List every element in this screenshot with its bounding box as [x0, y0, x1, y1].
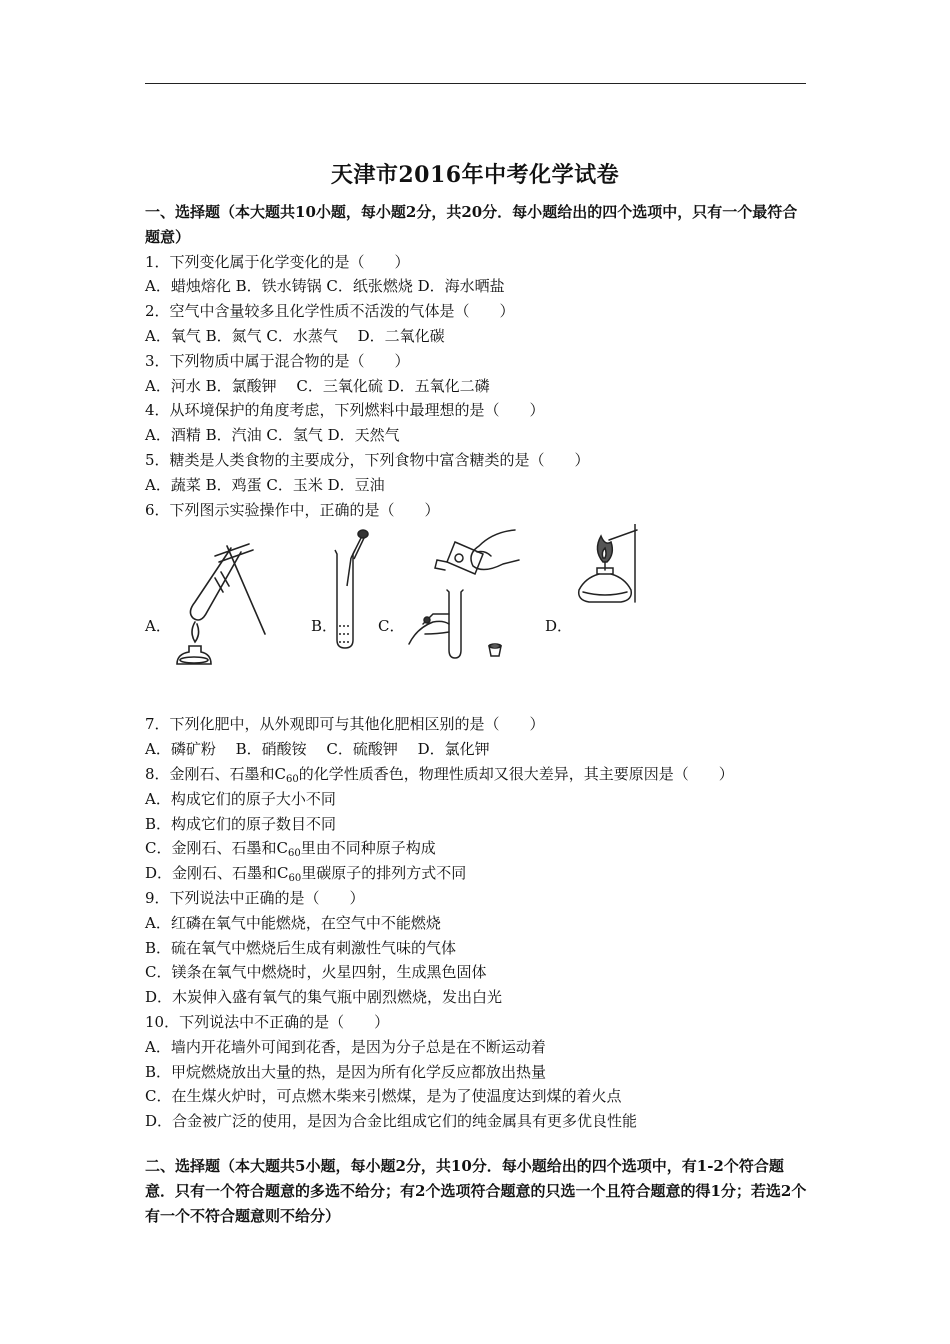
q2-stem: 2．空气中含量较多且化学性质不活泼的气体是（ ） [145, 302, 515, 321]
q8-stem-pre: 8．金刚石、石墨和C [145, 764, 287, 783]
q6-label-b: B． [311, 617, 338, 636]
q5-options: A．蔬菜 B．鸡蛋 C．玉米 D．豆油 [145, 475, 385, 494]
q9-option-a: A．红磷在氧气中能燃烧，在空气中不能燃烧 [145, 913, 441, 932]
exam-content [145, 200, 810, 1228]
q9-option-b: B．硫在氧气中燃烧后生成有刺激性气味的气体 [145, 938, 457, 957]
q8-option-c-pre: C．金刚石、石墨和C [145, 839, 288, 858]
q7-stem: 7．下列化肥中，从外观即可与其他化肥相区别的是（ ） [145, 715, 545, 734]
q3-stem: 3．下列物质中属于混合物的是（ ） [145, 351, 410, 370]
alcohol-lamp-lighting-icon [565, 524, 641, 608]
q10-stem: 10．下列说法中不正确的是（ ） [145, 1012, 390, 1031]
q8-option-d [145, 861, 810, 886]
q8-option-d-subscript: 60 [288, 873, 302, 885]
q10-option-d: D．合金被广泛的使用，是因为合金比组成它们的纯金属具有更多优良性能 [145, 1112, 638, 1131]
q5-stem: 5．糖类是人类食物的主要成分，下列食物中富含糖类的是（ ） [145, 450, 590, 469]
q1-options: A．蜡烛熔化 B．铁水铸锅 C．纸张燃烧 D．海水晒盐 [145, 277, 505, 296]
q10-option-b: B．甲烷燃烧放出大量的热，是因为所有化学反应都放出热量 [145, 1062, 547, 1081]
q8-stem [145, 762, 810, 787]
q3-options: A．河水 B．氯酸钾 C．三氧化硫 D．五氧化二磷 [145, 376, 490, 395]
q8-option-c-subscript: 60 [287, 848, 301, 860]
q6-label-c: C． [378, 617, 405, 636]
q8-option-c [145, 836, 810, 861]
q8-stem-post: 的化学性质香色，物理性质却又很大差异，其主要原因是（ ） [298, 764, 734, 783]
q8-stem-subscript: 60 [286, 773, 299, 785]
q6-stem: 6．下列图示实验操作中，正确的是（ ） [145, 500, 440, 519]
q9-stem: 9．下列说法中正确的是（ ） [145, 888, 365, 907]
q4-options: A．酒精 B．汽油 C．氢气 D．天然气 [145, 426, 400, 445]
heating-test-tube-icon [167, 542, 279, 668]
q8-option-c-post: 里由不同种原子构成 [300, 839, 436, 858]
q1-stem: 1．下列变化属于化学变化的是（ ） [145, 252, 410, 271]
q6-label-d: D． [545, 617, 573, 636]
section2-heading: 二、选择题（本大题共5小题，每小题2分，共10分．每小题给出的四个选项中，有1-2个符合题意．只有一个符合题意的多选不给分；有2个选项符合题意的只选一个且符合题意的得1分；若选2个有一个不符合题意则不给分） [145, 1156, 807, 1225]
q8-option-a: A．构成它们的原子大小不同 [145, 789, 336, 808]
q4-stem: 4．从环境保护的角度考虑，下列燃料中最理想的是（ ） [145, 401, 545, 420]
q9-option-d: D．木炭伸入盛有氧气的集气瓶中剧烈燃烧，发出白光 [145, 988, 503, 1007]
page-title: 天津市2016年中考化学试卷 [330, 162, 620, 188]
q10-option-c: C．在生煤火炉时，可点燃木柴来引燃煤，是为了使温度达到煤的着火点 [145, 1087, 622, 1106]
q2-options: A．氧气 B．氮气 C．水蒸气 D．二氧化碳 [145, 326, 445, 345]
q8-option-b: B．构成它们的原子数目不同 [145, 814, 337, 833]
section1-heading: 一、选择题（本大题共10小题，每小题2分，共20分．每小题给出的四个选项中，只有一个最符合题意） [145, 203, 798, 246]
dropper-into-test-tube-icon [331, 528, 375, 652]
q10-option-a: A．墙内开花墙外可闻到花香，是因为分子总是在不断运动着 [145, 1037, 546, 1056]
q6-label-a: A． [145, 617, 171, 636]
q8-option-d-pre: D．金刚石、石墨和C [145, 864, 289, 883]
top-rule [145, 83, 806, 84]
q8-option-d-post: 里碳原子的排列方式不同 [301, 864, 467, 883]
pouring-liquid-icon [403, 524, 523, 664]
q7-options: A．磷矿粉 B．硝酸铵 C．硫酸钾 D．氯化钾 [145, 740, 490, 759]
q6-figures [145, 522, 810, 712]
q9-option-c: C．镁条在氧气中燃烧时，火星四射，生成黑色固体 [145, 963, 487, 982]
